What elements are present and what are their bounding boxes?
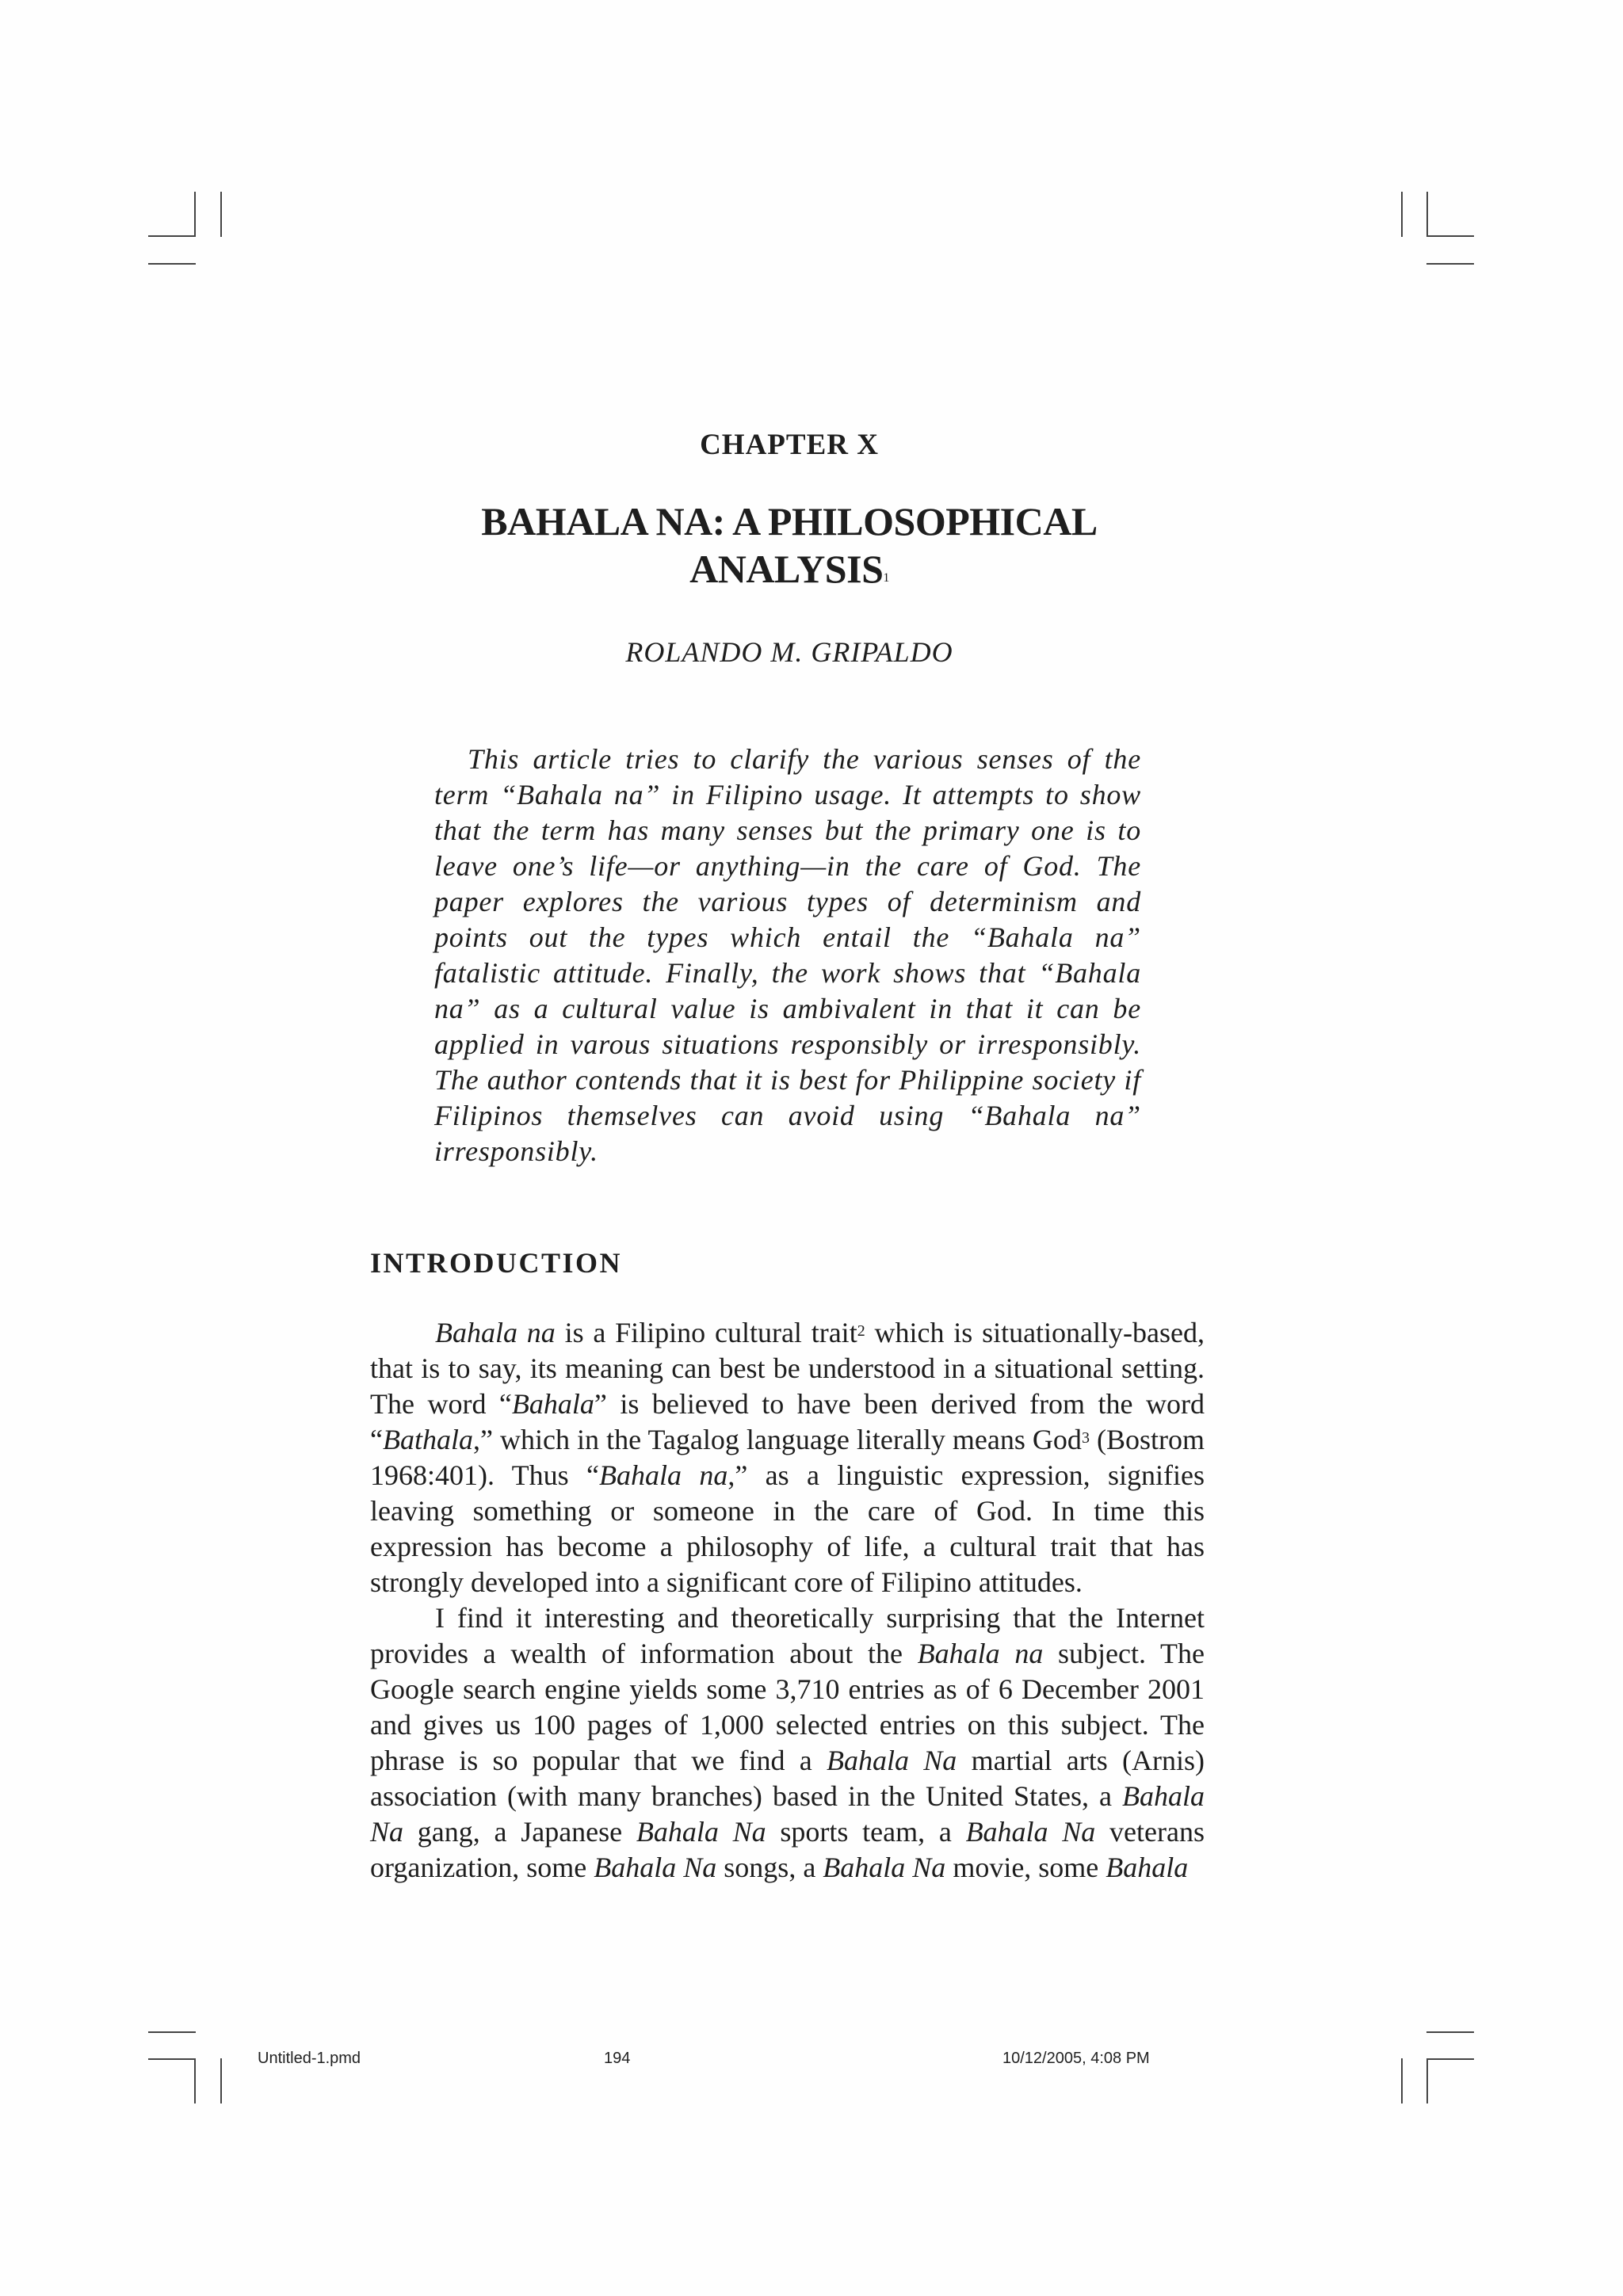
section-heading-introduction: INTRODUCTION (370, 1247, 623, 1279)
chapter-label: CHAPTER X (700, 429, 879, 461)
footer-timestamp: 10/12/2005, 4:08 PM (1002, 2050, 1150, 2067)
body-text (370, 1315, 1205, 1886)
title-line-1: BAHALA NA: A PHILOSOPHICAL (481, 499, 1098, 543)
title-line-2 (0, 545, 1579, 593)
title-footnote-ref: 1 (883, 571, 889, 585)
footnote-ref-3: 3 (1081, 1429, 1090, 1447)
footnote-ref-2: 2 (857, 1322, 865, 1340)
paragraph-1: Bahala na is a Filipino cultural trait$^2$ which is situationally-based, that is to say, its meaning can best be understood in a situational setting. The word “Bahala” is believed to have been derived from the word “Bathala,” which in the Tagalog language literally means God$^3$ (Bostrom 1968:401). Thus “Bahala na,” as a linguistic expression, signifies leaving something or someone in the care of God. In time this expression has become a philosophy of life, a cultural trait that has strongly developed into a significant core of Filipino attitudes. (370, 1317, 1205, 1598)
title-line-2-text: ANALYSIS (689, 547, 884, 591)
chapter-title (0, 498, 1579, 593)
author-name: ROLANDO M. GRIPALDO (625, 636, 953, 668)
paragraph-2: I find it interesting and theoretically surprising that the Internet provides a wealth of information about the Bahala na subject. The Google search engine yields some 3,710 entries as of 6 December 2001 and gives us 100 pages of 1,000 selected entries on this subject. The phrase is so popular that we find a Bahala Na martial arts (Arnis) association (with many branches) based in the United States, a Bahala Na gang, a Japanese Bahala Na sports team, a Bahala Na veterans organization, some Bahala Na songs, a Bahala Na movie, some Bahala (370, 1602, 1205, 1883)
abstract: This article tries to clarify the various senses of the term “Bahala na” in Filipino usage. It attempts to show that the term has many senses but the primary one is to leave one’s life—or anything—in the care of God. The paper explores the various types of determinism and points out the types which entail the “Bahala na” fatalistic attitude. Finally, the work shows that “Bahala na” as a cultural value is ambivalent in that it can be applied in varous situations responsibly or irresponsibly. The author contends that it is best for Philippine society if Filipinos themselves can avoid using “Bahala na” irresponsibly. (434, 743, 1141, 1167)
footer-filename: Untitled-1.pmd (258, 2050, 361, 2067)
footer-page-number: 194 (604, 2050, 631, 2067)
